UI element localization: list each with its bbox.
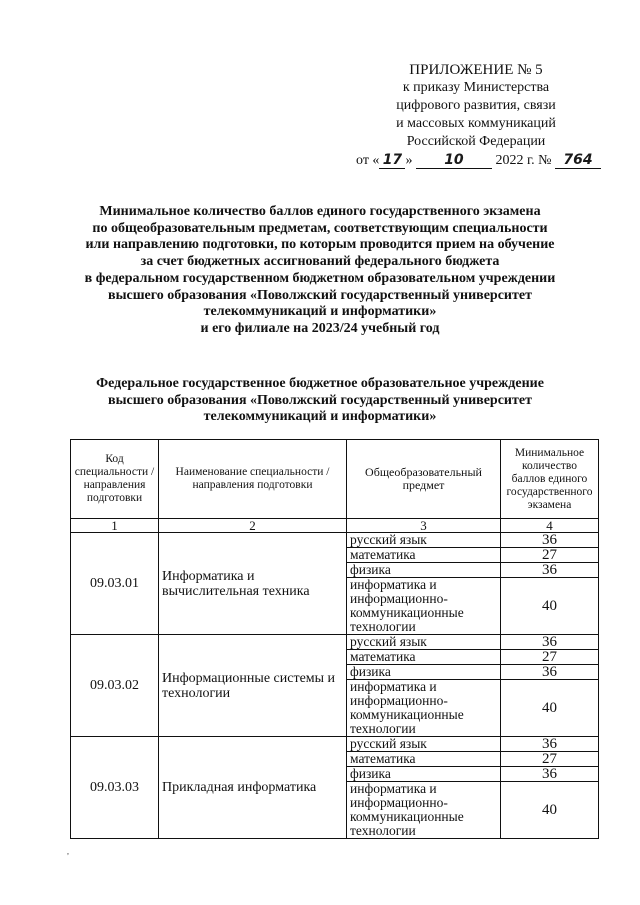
col-number: 3 xyxy=(347,519,501,533)
header-subject: Общеобразовательный предмет xyxy=(347,440,501,519)
specialty-code: 09.03.03 xyxy=(71,737,159,839)
order-date-line xyxy=(356,152,596,170)
subject-cell: информатика и информационно-коммуникационные технологии xyxy=(347,782,501,839)
col-number: 2 xyxy=(159,519,347,533)
heading-line: или направлению подготовки, по которым проводится прием на обучение xyxy=(85,237,555,253)
subject-cell: информатика и информационно-коммуникационные технологии xyxy=(347,578,501,635)
heading-line: высшего образования «Поволжский государственный университет xyxy=(108,287,532,303)
subject-cell: физика xyxy=(347,665,501,680)
score-cell: 40 xyxy=(501,680,599,737)
subject-cell: математика xyxy=(347,650,501,665)
heading-line: Федеральное государственное бюджетное образовательное учреждение xyxy=(96,376,544,391)
score-cell: 27 xyxy=(501,752,599,767)
col-number: 1 xyxy=(71,519,159,533)
table-header-row xyxy=(71,440,599,519)
specialty-name: Информационные системы и технологии xyxy=(159,635,347,737)
subject-cell: русский язык xyxy=(347,635,501,650)
appendix-title: ПРИЛОЖЕНИЕ № 5 xyxy=(409,62,543,78)
col-number: 4 xyxy=(501,519,599,533)
order-year-text: 2022 г. № xyxy=(495,153,552,168)
scan-mark: , xyxy=(67,847,69,856)
appendix-line-1: к приказу Министерства xyxy=(402,80,550,95)
scores-table xyxy=(70,439,599,839)
score-cell: 36 xyxy=(501,665,599,680)
subject-cell: русский язык xyxy=(347,737,501,752)
heading-line: по общеобразовательным предметам, соответствующим специальности xyxy=(92,220,548,236)
table-row xyxy=(71,533,599,548)
order-number-handwritten: 764 xyxy=(555,153,601,169)
specialty-name: Информатика и вычислительная техника xyxy=(159,533,347,635)
subject-cell: русский язык xyxy=(347,533,501,548)
heading-line: телекоммуникаций и информатики» xyxy=(203,304,437,320)
appendix-block xyxy=(356,61,596,170)
table-row xyxy=(71,635,599,650)
subject-cell: физика xyxy=(347,563,501,578)
subject-cell: математика xyxy=(347,548,501,563)
score-cell: 36 xyxy=(501,767,599,782)
score-cell: 40 xyxy=(501,782,599,839)
appendix-line-3: и массовых коммуникаций xyxy=(396,116,556,131)
order-month-handwritten: 10 xyxy=(416,153,492,169)
institution-heading xyxy=(60,376,580,426)
subject-cell: информатика и информационно-коммуникационные технологии xyxy=(347,680,501,737)
specialty-code: 09.03.01 xyxy=(71,533,159,635)
heading-line: за счет бюджетных ассигнований федерального бюджета xyxy=(140,254,500,270)
subject-cell: физика xyxy=(347,767,501,782)
score-cell: 36 xyxy=(501,635,599,650)
header-name: Наименование специальности / направления подготовки xyxy=(159,440,347,519)
specialty-code: 09.03.02 xyxy=(71,635,159,737)
subject-cell: математика xyxy=(347,752,501,767)
score-cell: 40 xyxy=(501,578,599,635)
order-prefix: от « xyxy=(356,153,380,168)
heading-line: высшего образования «Поволжский государственный университет xyxy=(108,392,532,408)
heading-line: в федеральном государственном бюджетном образовательном учреждении xyxy=(84,270,556,286)
order-quote-close: » xyxy=(405,153,413,168)
heading-line: и его филиале на 2023/24 учебный год xyxy=(200,320,440,336)
header-min-score: Минимальное количество баллов единого государственного экзамена xyxy=(501,440,599,519)
heading-line: телекоммуникаций и информатики» xyxy=(203,409,437,425)
appendix-line-2: цифрового развития, связи xyxy=(396,98,556,113)
specialty-name: Прикладная информатика xyxy=(159,737,347,839)
table-row xyxy=(71,737,599,752)
column-number-row xyxy=(71,519,599,533)
score-cell: 36 xyxy=(501,533,599,548)
heading-line: Минимальное количество баллов единого государственного экзамена xyxy=(99,204,541,219)
appendix-line-4: Российской Федерации xyxy=(406,134,546,149)
score-cell: 27 xyxy=(501,650,599,665)
score-cell: 36 xyxy=(501,737,599,752)
order-day-handwritten: 17 xyxy=(379,153,405,169)
score-cell: 27 xyxy=(501,548,599,563)
header-code: Код специальности / направления подготовки xyxy=(71,440,159,519)
document-heading xyxy=(60,204,580,338)
score-cell: 36 xyxy=(501,563,599,578)
